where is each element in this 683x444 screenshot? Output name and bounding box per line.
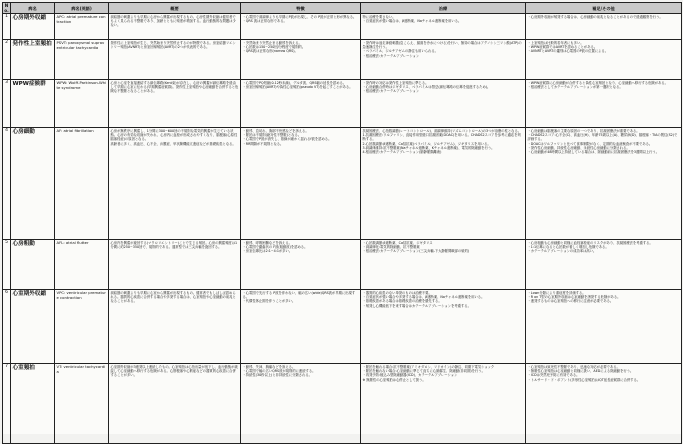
arrhythmia-sheet xyxy=(2,2,681,434)
notes-cell xyxy=(526,290,682,364)
cell-line: ・動悸、失神、胸痛などを訴える。 xyxy=(242,365,296,369)
cell-line: ・洞調律化:電気的除細動、抗不整脈薬 xyxy=(362,245,420,250)
header-no: No. xyxy=(4,3,9,13)
cell-line: ・代償性休止期を伴うことが多い。 xyxy=(242,299,296,304)
header-notes: 補足/その他 xyxy=(526,3,682,14)
cell-line: ・脈拍は不規則(絶対性不整脈)となる。 xyxy=(242,133,302,138)
cell-line: ・WPW症候群に心房細動が合併すると偽性心室頻拍となり、心室細動へ移行する危険がある。 xyxy=(527,81,668,85)
cell-line: ・WPW症候群ではAVRTを認めることがある。 xyxy=(527,45,598,50)
cell-line: ・心電図でPQ短縮(0.12秒未満)、デルタ波、QRS幅の延長を認める。 xyxy=(242,81,347,85)
cell-line: ・脈拍を触れる場合:抗不整脈薬(アミオダロン、リドカイン)の静注、同期下電気ショック xyxy=(362,365,495,369)
cell-line: ・CHADS2スコア:心不全(C)、高血圧(H)、年齢75歳以上(A)、糖尿病(D)、脳梗塞・TIAの既往(S2)で評価する。 xyxy=(527,133,678,142)
cell-line: ・心室頻拍は致死性不整脈であり、迅速な対応が必要である。 xyxy=(527,365,620,369)
table-row xyxy=(3,80,682,128)
row-number: 3 xyxy=(3,80,11,128)
row-number: 1 xyxy=(3,14,11,40)
notes-cell xyxy=(526,364,682,444)
cell-line: 高齢者に多く、高血圧、心不全、弁膜症、甲状腺機能亢進症などが基礎疾患となる。 xyxy=(110,141,236,146)
summary-cell xyxy=(109,364,241,444)
table-row xyxy=(3,240,682,290)
header-name: 病名 xyxy=(11,3,55,14)
cell-line: ・脈拍を触れない場合:心室細動に準じて直ちに心肺蘇生、除細動(非同期)を行う。 xyxy=(362,369,485,374)
header-summary: 概要 xyxy=(109,3,241,14)
cell-line: ・発作性心房細動、持続性心房細動、永続性心房細動に分類される。 xyxy=(527,145,630,150)
cell-line: 心房と心室を直接連結する副伝導路(Kent束)が存在し、心房の興奮が副伝導路を経由して早期に心室に伝わる(早期興奮症候群)。発作性上室頻拍や心房細動を合併すると危険な不整脈となることがある。 xyxy=(110,81,239,94)
cell-line: 特に治療を要さない。 xyxy=(362,15,396,19)
cell-line: ・Lown分類により重症度を評価する。 xyxy=(527,291,586,295)
summary-cell xyxy=(109,40,241,80)
row-number: 5 xyxy=(3,240,11,290)
cell-line: ・持続性(30秒以上)と非持続性に分類される。 xyxy=(242,373,312,378)
disease-english-name: AF: atrial fibrillation xyxy=(55,128,109,240)
cell-line: ・上室頻拍は比較的若年者にも多い。 xyxy=(527,41,584,45)
row-number: 2 xyxy=(3,40,11,80)
cell-line: ・発作時の対応は発作性上室頻拍に準じる。 xyxy=(362,81,429,85)
cell-line: ・房室伝導比は2:1~4:1が多い。 xyxy=(242,249,293,254)
cell-line: ・動悸、呼吸困難などを訴える。 xyxy=(242,241,292,245)
cell-line: ・房室回帰頻拍(AVRT)や偽性心室頻拍(pseudo VT)を起こすことがある。 xyxy=(242,85,353,90)
cell-line: 心房が無秩序に興奮し、1分間に300~600回の不規則な電気的興奮が生じている状態。心房の有効な収縮が失われ、心房内に血栓が形成されやすくなり、脳梗塞(心原性脳塞栓症)の原因となる。 xyxy=(110,129,238,142)
features-cell xyxy=(241,40,361,80)
features-cell xyxy=(241,128,361,240)
cell-line: ・AVNRTとAVRTの鑑別は心電図のP波の位置による。 xyxy=(527,49,609,54)
cell-line: 2.心拍数調節:β遮断薬、Ca拮抗薬(ベラパミル、ジルチアゼム)、ジギタリスを用いる。 xyxy=(362,141,491,146)
header-english-name: 病名(英語) xyxy=(55,3,109,14)
treatment-cell xyxy=(361,240,526,290)
cell-line: ・自覚症状が強い場合は、β遮断薬、Naチャネル遮断薬を用いる。 xyxy=(362,19,462,24)
table-row xyxy=(3,364,682,444)
cell-line: ・1:1伝導になると心拍数が著しく増加し危険である。 xyxy=(527,245,609,250)
features-cell xyxy=(241,80,361,128)
cell-line: ・発作時は迷走神経刺激(息こらえ、顔面を冷水につける)を行い、無効の場合はアデノシン三リン酸(ATP)の急速静注を行う。 xyxy=(362,41,522,50)
cell-line: ・カテーテルアブレーションの成功率は高い。 xyxy=(527,249,597,254)
cell-line: ・根治療法としてカテーテルアブレーションが第一選択となる。 xyxy=(527,85,623,90)
cell-line: 発作性に上室頻拍が生じ、突然始まり突然停止するのが特徴である。房室結節リエントリー頻拍(AVNRT)と房室回帰頻拍(AVRT)の2つが代表的である。 xyxy=(110,41,236,50)
notes-cell xyxy=(526,40,682,80)
cell-line: ・R on T型の心室期外収縮は心室細動を誘発する危険がある。 xyxy=(527,295,621,300)
summary-cell xyxy=(109,128,241,240)
row-number: 7 xyxy=(3,364,11,444)
disease-english-name: VT: ventricular tachycardia xyxy=(55,364,109,444)
notes-cell xyxy=(526,128,682,240)
cell-line: ・器質的心疾患のない単発のものは治療不要。 xyxy=(362,291,432,295)
cell-line: ・頻発し心機能低下を来す場合はカテーテルアブレーションを考慮する。 xyxy=(362,303,471,308)
cell-line: ・ICDは突然死予防に有効である。 xyxy=(527,373,580,378)
disease-english-name: VPC: ventricular premature contraction xyxy=(55,290,109,364)
disease-name: 心室期外収縮 xyxy=(11,290,55,364)
cell-line: ・心房細動は脳梗塞の主要な原因の一つであり、抗凝固療法が重要である。 xyxy=(527,129,640,133)
disease-name: 心房粗動 xyxy=(11,240,55,290)
arrhythmia-table xyxy=(2,2,682,444)
treatment-cell xyxy=(361,40,526,80)
cell-line: ・動悸、息切れ、胸部不快感などを訴える。 xyxy=(242,129,309,133)
cell-line: ・心電図で幅の広いQRS波が規則的に連続する。 xyxy=(242,369,316,374)
features-cell xyxy=(241,14,361,40)
cell-line: ・心房細動が48時間以上持続している場合は、除細動前に抗凝固療法を3週間以上行う。 xyxy=(527,150,660,155)
cell-line: ・心電図で鋸歯状の F波(粗動波)を認める。 xyxy=(242,245,308,250)
cell-line: 4.根治療法:カテーテルアブレーション(肺静脈隔離術) xyxy=(362,150,442,155)
cell-line: ・心拍数は150~250回/分程度で規則的。 xyxy=(242,45,306,50)
cell-line: ・心拍数調節:β遮断薬、Ca拮抗薬、ジギタリス xyxy=(362,241,433,245)
cell-line: 心室期外収縮が3連発以上連続したもの。心室頻拍は心拍出量が低下し、血行動態が破綻して心室細動へ移行する危険がある。心筋梗塞や心筋症などの器質的心疾患に合併することが多い。 xyxy=(110,365,238,378)
cell-line: ・QRS 波は正常な形である。 xyxy=(242,19,287,24)
cell-line: 抗凝固療法、心拍数調節(レートコントロール)、洞調律維持(リズムコントロール)の3つが治療の柱となる。 xyxy=(362,129,522,133)
cell-line: ・心電図で先行する P波を伴わない、幅の広い(wide)QRS波が早期に出現する。 xyxy=(242,291,356,300)
summary-cell xyxy=(109,80,241,128)
disease-name: WPW症候群 xyxy=(11,80,55,128)
table-row xyxy=(3,40,682,80)
cell-line: ・トルサード・ド・ポアント(多形性心室頻拍)はQT延長症候群に合併する。 xyxy=(527,377,641,382)
cell-line: ・DOACはワルファリンと比べて食事制限がなく、定期的な血液検査が不要である。 xyxy=(527,141,653,146)
table-row xyxy=(3,290,682,364)
treatment-cell xyxy=(361,80,526,128)
summary-cell xyxy=(109,14,241,40)
notes-cell xyxy=(526,14,682,40)
header-row xyxy=(3,3,682,14)
disease-english-name: AFL: atrial flutter xyxy=(55,240,109,290)
header-treatment: 治療 xyxy=(361,3,526,14)
disease-english-name: APC: atrial premature contraction xyxy=(55,14,109,40)
table-row xyxy=(3,14,682,40)
cell-line: ※ 無脈性の心室頻拍は心停止として扱う。 xyxy=(362,377,426,382)
cell-line: ・自覚症状が強い場合や多発する場合は、β遮断薬、Naチャネル遮断薬を用いる。 xyxy=(362,295,485,300)
disease-name: 発作性上室頻拍 xyxy=(11,40,55,80)
cell-line: ・心電図で洞調律よりも早期にP波が出現し、その P波が正常と形が異なる。 xyxy=(242,15,357,19)
cell-line: 洞結節の刺激よりも早期に心室から興奮が出現するもの。健常者でもしばしば認められる。器質的心疾患に合併する場合や多発する場合は、心室頻拍や心室細動の前兆となることがある。 xyxy=(110,291,236,304)
cell-line: ・根治療法:カテーテルアブレーション xyxy=(362,89,420,94)
features-cell xyxy=(241,240,361,290)
disease-english-name: PSVT: paroxysmal supraventricular tachycardia xyxy=(55,40,109,80)
disease-name: 心房期外収縮 xyxy=(11,14,55,40)
cell-line: ・心房細動合併時はジギタリス、ベラパミルは禁忌(副伝導路の伝導を促進するため)。 xyxy=(362,85,491,90)
cell-line: ・根治療法:カテーテルアブレーション xyxy=(362,53,420,58)
cell-line: ・再発予防:植込み型除細動器(ICD)、カテーテルアブレーション xyxy=(362,373,458,378)
cell-line: ・QRS波は正常な形(narrow QRS)。 xyxy=(242,49,298,54)
cell-line: 1.抗凝固療法:ワルファリン、直接作用型経口抗凝固薬(DOAC)を用いる。CHADS2スコアを参考に適応を判断する。 xyxy=(362,133,521,142)
summary-cell xyxy=(109,240,241,290)
cell-line: ・基礎疾患がある場合は基礎疾患の治療を優先する。 xyxy=(362,299,442,304)
cell-line: ・RR間隔が不規則となる。 xyxy=(242,141,284,146)
cell-line: ・心房粗動も心房細動と同様に血栓塞栓症のリスクがあり、抗凝固療法を考慮する。 xyxy=(527,241,653,245)
cell-line: ・ベラパミル、ジルチアゼムの静注も用いられる。 xyxy=(362,49,438,54)
notes-cell xyxy=(526,80,682,128)
header-features: 特徴 xyxy=(241,3,361,14)
treatment-cell xyxy=(361,290,526,364)
features-cell xyxy=(241,290,361,364)
cell-line: ・心電図でP波が消失し、基線が細かく揺れるf波を認める。 xyxy=(242,137,332,142)
cell-line: 心房内を興奮が旋回する(マクロリエントリー)ことで生じる頻拍。心房の興奮頻度は1分間に約250~350回で、規則的である。通常型では三尖弁輪を旋回する。 xyxy=(110,241,238,250)
cell-line: ・根治療法:カテーテルアブレーション(三尖弁輪-下大静脈間峡部の焼灼) xyxy=(362,249,470,254)
notes-cell xyxy=(526,240,682,290)
treatment-cell xyxy=(361,14,526,40)
cell-line: 3.洞調律維持:抗不整脈薬(Naチャネル遮断薬、Kチャネル遮断薬)、電気的除細動を行う。 xyxy=(362,145,495,150)
treatment-cell xyxy=(361,128,526,240)
row-number: 6 xyxy=(3,290,11,364)
cell-line: 洞結節の刺激よりも早期に心房から興奮が出現するもの。心房性期外収縮は健常者でもよく見られる不整脈であり、加齢とともに頻度が増加する。血行動態的な問題は少ない。 xyxy=(110,15,236,28)
disease-name: 心室頻拍 xyxy=(11,364,55,444)
disease-english-name: WPW: Wolff-Parkinson-White syndrome xyxy=(55,80,109,128)
treatment-cell xyxy=(361,364,526,444)
cell-line: ・突然始まり突然止まる動悸を訴える。 xyxy=(242,41,302,45)
cell-line: ・無脈性心室頻拍は心室細動と同様に扱い、AEDによる除細動を行う。 xyxy=(527,369,634,374)
table-row xyxy=(3,128,682,240)
summary-cell xyxy=(109,290,241,364)
features-cell xyxy=(241,364,361,444)
cell-line: ・心房期外収縮が頻発する場合は、心房細動の前兆となることがあるので経過観察を行う。 xyxy=(527,15,663,19)
row-number: 4 xyxy=(3,128,11,240)
cell-line: ・連発するものは心室頻拍への移行に注意が必要である。 xyxy=(527,299,614,304)
disease-name: 心房細動 xyxy=(11,128,55,240)
